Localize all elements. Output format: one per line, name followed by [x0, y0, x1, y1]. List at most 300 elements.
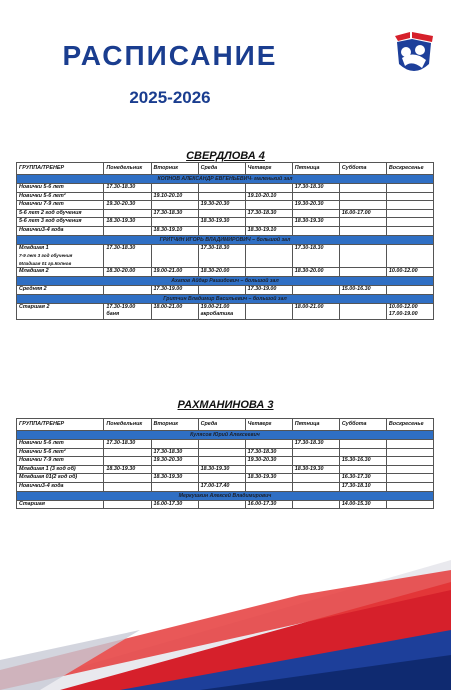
time-slot: акробатика — [200, 311, 234, 318]
time-slot — [248, 218, 290, 226]
time-slot: 17.30-18.30 — [200, 244, 230, 251]
table-row — [17, 500, 434, 509]
time-slot: 17.30-18.30 — [106, 440, 136, 446]
table-row — [17, 285, 434, 294]
time-cell — [386, 465, 433, 474]
time-slot — [201, 184, 243, 192]
time-slot — [342, 201, 384, 209]
coach-name: Кулясов Юрий Алексеевич — [17, 431, 434, 440]
group-name: Новички 5-6 лет² — [19, 192, 66, 199]
time-cell — [198, 192, 245, 201]
time-slot: 19.30-20.30 — [106, 201, 136, 208]
time-slot: 17.30-18.30 — [247, 448, 277, 455]
time-slot — [295, 501, 337, 509]
time-slot — [295, 449, 337, 457]
time-cell — [339, 201, 386, 210]
time-cell — [386, 482, 433, 491]
time-slot: 18.30-19.30 — [106, 218, 136, 225]
time-slot — [248, 440, 290, 448]
table-row — [17, 218, 434, 227]
page-title: РАСПИСАНИЕ — [62, 40, 278, 71]
time-cell — [104, 209, 151, 218]
time-slot: 18.30-20.00 — [200, 268, 230, 275]
time-slot: 19.00-21.00 — [153, 268, 183, 275]
time-cell — [151, 457, 198, 466]
time-slot: 19.30-20.30 — [294, 201, 324, 208]
time-slot — [201, 193, 243, 201]
time-slot — [248, 245, 290, 253]
time-cell — [386, 474, 433, 483]
time-cell — [339, 244, 386, 268]
time-slot — [389, 201, 431, 209]
table-row — [17, 482, 434, 491]
time-slot: 17.30-19.00 — [247, 285, 277, 292]
coach-band-row — [17, 491, 434, 500]
time-cell — [151, 448, 198, 457]
time-cell — [104, 500, 151, 509]
time-slot — [106, 449, 148, 457]
table-header-row — [17, 419, 434, 431]
time-slot: 17.30-18.30 — [106, 184, 136, 190]
table-row — [17, 440, 434, 449]
time-slot: 19.30-20.30 — [153, 457, 183, 464]
time-cell — [151, 226, 198, 235]
time-cell — [292, 244, 339, 268]
time-cell — [151, 268, 198, 277]
time-cell — [104, 440, 151, 449]
time-slot — [248, 466, 290, 474]
time-slot: 15.00-16.30 — [341, 285, 371, 292]
time-cell — [292, 457, 339, 466]
time-slot — [389, 245, 431, 253]
time-slot: 17.30-18.30 — [106, 244, 136, 251]
time-cell — [292, 268, 339, 277]
time-cell — [245, 440, 292, 449]
time-cell — [245, 457, 292, 466]
table-row — [17, 226, 434, 235]
time-cell — [292, 465, 339, 474]
time-cell — [245, 218, 292, 227]
time-cell — [386, 226, 433, 235]
time-slot — [201, 286, 243, 294]
time-cell — [198, 448, 245, 457]
time-slot — [106, 286, 148, 294]
time-cell — [104, 244, 151, 268]
time-slot: 18.30-20.00 — [294, 268, 324, 275]
time-cell — [151, 482, 198, 491]
time-slot: 16.00-17.00 — [341, 209, 371, 216]
time-cell — [198, 303, 245, 319]
time-cell — [245, 244, 292, 268]
time-slot — [342, 268, 384, 276]
time-slot — [389, 501, 431, 509]
time-slot — [248, 483, 290, 491]
time-slot — [389, 286, 431, 294]
time-cell — [198, 457, 245, 466]
time-slot — [106, 210, 148, 218]
time-slot — [154, 218, 196, 226]
time-slot — [295, 457, 337, 465]
time-cell — [292, 303, 339, 319]
time-cell — [339, 303, 386, 319]
group-name: Старшая 2 — [19, 303, 50, 310]
time-slot: 18.30-19.30 — [200, 465, 230, 472]
group-name: Новички 5-6 лет — [19, 440, 64, 446]
time-slot: 18.30-19.30 — [106, 465, 136, 472]
time-cell — [151, 500, 198, 509]
time-slot — [342, 184, 384, 192]
coach-band-row — [17, 276, 434, 285]
time-slot — [201, 474, 243, 482]
column-header: Понедельник — [104, 163, 151, 175]
time-slot — [248, 201, 290, 209]
time-cell — [104, 482, 151, 491]
time-cell — [292, 192, 339, 201]
time-cell — [292, 209, 339, 218]
time-cell — [151, 303, 198, 319]
time-cell — [339, 440, 386, 449]
time-slot — [389, 474, 431, 482]
time-cell — [292, 285, 339, 294]
time-slot — [342, 245, 384, 253]
time-cell — [104, 465, 151, 474]
time-slot: 19.10-20.10 — [247, 192, 277, 199]
column-header: Среда — [198, 163, 245, 175]
time-cell — [339, 226, 386, 235]
time-cell — [104, 448, 151, 457]
time-cell — [386, 244, 433, 268]
time-cell — [198, 226, 245, 235]
time-cell — [104, 303, 151, 319]
table-row — [17, 303, 434, 319]
table-row — [17, 474, 434, 483]
time-cell — [292, 474, 339, 483]
time-slot — [154, 440, 196, 448]
column-header: Пятница — [292, 419, 339, 431]
coach-name: Меркушкин Алексей Владимирович — [17, 491, 434, 500]
time-cell — [386, 448, 433, 457]
column-header: Суббота — [339, 163, 386, 175]
time-cell — [339, 268, 386, 277]
time-slot — [295, 227, 337, 235]
time-slot — [342, 193, 384, 201]
time-cell — [151, 184, 198, 193]
time-slot — [106, 474, 148, 482]
time-slot: 18.30-19.30 — [153, 474, 183, 481]
time-cell — [386, 209, 433, 218]
decorative-stripes — [0, 560, 451, 690]
time-cell — [245, 209, 292, 218]
time-cell — [198, 482, 245, 491]
group-name-cell — [17, 244, 104, 268]
time-cell — [104, 285, 151, 294]
time-slot: 18.30-19.10 — [247, 226, 277, 233]
time-cell — [198, 209, 245, 218]
coach-band-row — [17, 294, 434, 303]
time-cell — [198, 465, 245, 474]
time-slot — [342, 218, 384, 226]
time-slot: 19.10-20.10 — [153, 192, 183, 199]
group-name: Младшая 1 — [19, 244, 49, 251]
time-slot — [154, 245, 196, 253]
time-slot: 17.30-18.30 — [294, 244, 324, 251]
time-cell — [339, 482, 386, 491]
time-slot — [342, 466, 384, 474]
time-slot — [248, 268, 290, 276]
time-slot — [389, 449, 431, 457]
table-row — [17, 244, 434, 268]
group-name-cell — [17, 303, 104, 319]
time-cell — [292, 218, 339, 227]
group-name-cell — [17, 209, 104, 218]
time-slot — [342, 227, 384, 235]
time-slot: 19.30-20.30 — [200, 201, 230, 208]
time-cell — [151, 285, 198, 294]
group-name-cell — [17, 474, 104, 483]
time-slot: 17.30-18.30 — [294, 440, 324, 446]
time-slot: 17.30-18.10 — [341, 482, 371, 489]
time-slot — [201, 210, 243, 218]
time-cell — [151, 440, 198, 449]
time-slot — [201, 457, 243, 465]
time-slot: баня — [106, 311, 120, 318]
time-cell — [386, 268, 433, 277]
group-name: Младшая 2 — [19, 268, 49, 275]
time-cell — [104, 201, 151, 210]
column-header: Воскресенье — [386, 419, 433, 431]
table-row — [17, 465, 434, 474]
time-cell — [339, 192, 386, 201]
coach-band-row — [17, 431, 434, 440]
column-header: Пятница — [292, 163, 339, 175]
time-slot: 18.30-19.30 — [294, 218, 324, 225]
section-title-rakhmaninova: РАХМАНИНОВА 3 — [177, 399, 274, 411]
time-cell — [292, 500, 339, 509]
time-slot — [389, 210, 431, 218]
time-cell — [198, 201, 245, 210]
table-row — [17, 457, 434, 466]
time-slot — [106, 227, 148, 235]
time-slot: 10.00-12.00 — [388, 303, 418, 310]
time-cell — [151, 209, 198, 218]
time-cell — [151, 244, 198, 268]
time-cell — [386, 457, 433, 466]
group-name: 7-9 лет 3 год обучения — [19, 253, 73, 259]
time-slot — [201, 440, 243, 448]
time-cell — [151, 218, 198, 227]
time-cell — [245, 474, 292, 483]
time-cell — [292, 184, 339, 193]
time-cell — [245, 226, 292, 235]
time-slot: 18.00-21.00 — [153, 303, 183, 310]
time-slot — [201, 227, 243, 235]
time-slot — [295, 286, 337, 294]
time-cell — [198, 268, 245, 277]
coach-band-row — [17, 235, 434, 244]
time-cell — [339, 500, 386, 509]
time-slot: 18.30-19.30 — [294, 465, 324, 472]
time-slot: 16.00-17.30 — [247, 500, 277, 507]
time-cell — [339, 285, 386, 294]
time-slot — [106, 501, 148, 509]
time-slot — [342, 304, 384, 312]
group-name: 5-6 лет 2 год обучения — [19, 209, 82, 216]
time-slot — [389, 457, 431, 465]
group-name-cell — [17, 482, 104, 491]
time-slot: 15.30-16.30 — [341, 457, 371, 464]
time-cell — [386, 303, 433, 319]
group-name: Младшая 01(2 год об) — [19, 474, 78, 481]
coach-name: КОПНОВ АЛЕКСАНДР ЕВГЕНЬЕВИЧ- маленький зал — [17, 175, 434, 184]
time-cell — [198, 244, 245, 268]
time-cell — [386, 500, 433, 509]
time-cell — [245, 192, 292, 201]
time-slot: 18.30-19.10 — [153, 226, 183, 233]
time-cell — [151, 201, 198, 210]
time-cell — [245, 303, 292, 319]
table-row — [17, 201, 434, 210]
group-name: Средняя 2 — [19, 285, 47, 292]
table-header-row — [17, 163, 434, 175]
column-header: Вторник — [151, 419, 198, 431]
column-header: Воскресенье — [386, 163, 433, 175]
time-cell — [292, 482, 339, 491]
time-cell — [104, 218, 151, 227]
column-header: Суббота — [339, 419, 386, 431]
group-name-cell — [17, 218, 104, 227]
time-cell — [386, 201, 433, 210]
time-cell — [292, 440, 339, 449]
time-slot — [295, 193, 337, 201]
group-name-cell — [17, 184, 104, 193]
column-header: ГРУППА/ТРЕНЕР — [17, 419, 104, 431]
time-cell — [386, 192, 433, 201]
time-slot — [201, 501, 243, 509]
time-slot — [106, 193, 148, 201]
time-slot: 18.30-19.30 — [247, 474, 277, 481]
time-slot: 14.00-15.30 — [341, 500, 371, 507]
time-cell — [104, 457, 151, 466]
schedule-table-sverdlova — [16, 162, 434, 320]
column-header: Понедельник — [104, 419, 151, 431]
time-cell — [151, 474, 198, 483]
group-name: 5-6 лет 3 год обучения — [19, 218, 82, 225]
time-slot — [295, 474, 337, 482]
time-cell — [339, 465, 386, 474]
club-logo — [392, 30, 436, 80]
time-cell — [386, 218, 433, 227]
time-cell — [104, 226, 151, 235]
group-name: Старшая — [19, 500, 45, 507]
time-slot: 17.30-19.00 — [153, 285, 183, 292]
time-cell — [198, 474, 245, 483]
coach-name: ГРИТЧИН ИГОРЬ ВЛАДИМИРОВИЧ – большой зал — [17, 235, 434, 244]
time-slot — [106, 457, 148, 465]
group-name: Новички 7-9 лет — [19, 201, 64, 208]
group-name-cell — [17, 500, 104, 509]
time-cell — [339, 457, 386, 466]
table-row — [17, 209, 434, 218]
time-slot: 17.00-17.40 — [200, 482, 230, 489]
time-slot — [389, 483, 431, 491]
time-slot: 17.30-18.30 — [153, 448, 183, 455]
group-name-cell — [17, 226, 104, 235]
time-slot: 10.00-12.00 — [388, 268, 418, 275]
time-cell — [104, 268, 151, 277]
table-row — [17, 448, 434, 457]
time-cell — [339, 184, 386, 193]
time-slot: 17.00-19.00 — [388, 311, 418, 318]
group-name-cell — [17, 268, 104, 277]
time-cell — [151, 465, 198, 474]
time-cell — [292, 201, 339, 210]
column-header: Вторник — [151, 163, 198, 175]
time-cell — [386, 184, 433, 193]
table-row — [17, 184, 434, 193]
time-slot — [248, 304, 290, 312]
time-cell — [198, 500, 245, 509]
time-slot: 18.30-20.00 — [106, 268, 136, 275]
time-cell — [151, 192, 198, 201]
time-slot: 17.30-18.30 — [294, 184, 324, 190]
time-slot: 18.30-19.30 — [200, 218, 230, 225]
group-name: Младшая 01 гр.Копнов — [19, 260, 72, 266]
group-name: Новички3-4 года — [19, 226, 64, 233]
time-cell — [245, 448, 292, 457]
time-slot: 17.30-19.00 — [106, 303, 136, 310]
time-cell — [198, 440, 245, 449]
time-cell — [386, 440, 433, 449]
time-cell — [245, 268, 292, 277]
time-slot — [389, 193, 431, 201]
time-cell — [245, 184, 292, 193]
group-name-cell — [17, 465, 104, 474]
group-name: Новички3-4 года — [19, 482, 64, 489]
time-cell — [245, 285, 292, 294]
column-header: Четверг — [245, 163, 292, 175]
time-slot — [248, 184, 290, 192]
time-slot: 17.30-18.30 — [247, 209, 277, 216]
table-row — [17, 268, 434, 277]
column-header: Среда — [198, 419, 245, 431]
time-slot — [342, 449, 384, 457]
group-name: Новички 5-6 лет² — [19, 448, 66, 455]
time-cell — [198, 285, 245, 294]
time-cell — [245, 482, 292, 491]
time-slot — [295, 210, 337, 218]
coach-name: Ахапов Айдар Рашидович – большой зал — [17, 276, 434, 285]
time-slot — [154, 184, 196, 192]
time-slot — [154, 483, 196, 491]
time-slot: 18.00-21.00 — [294, 303, 324, 310]
time-slot — [389, 440, 431, 448]
column-header: Четверг — [245, 419, 292, 431]
group-name-cell — [17, 457, 104, 466]
time-cell — [245, 500, 292, 509]
column-header: ГРУППА/ТРЕНЕР — [17, 163, 104, 175]
section-title-sverdlova: СВЕРДЛОВА 4 — [186, 150, 265, 162]
season-years: 2025-2026 — [129, 88, 211, 107]
time-cell — [339, 448, 386, 457]
coach-band-row — [17, 175, 434, 184]
group-name-cell — [17, 285, 104, 294]
time-slot — [201, 449, 243, 457]
time-cell — [198, 184, 245, 193]
time-slot — [295, 483, 337, 491]
time-slot — [154, 466, 196, 474]
time-slot — [106, 483, 148, 491]
time-cell — [104, 474, 151, 483]
